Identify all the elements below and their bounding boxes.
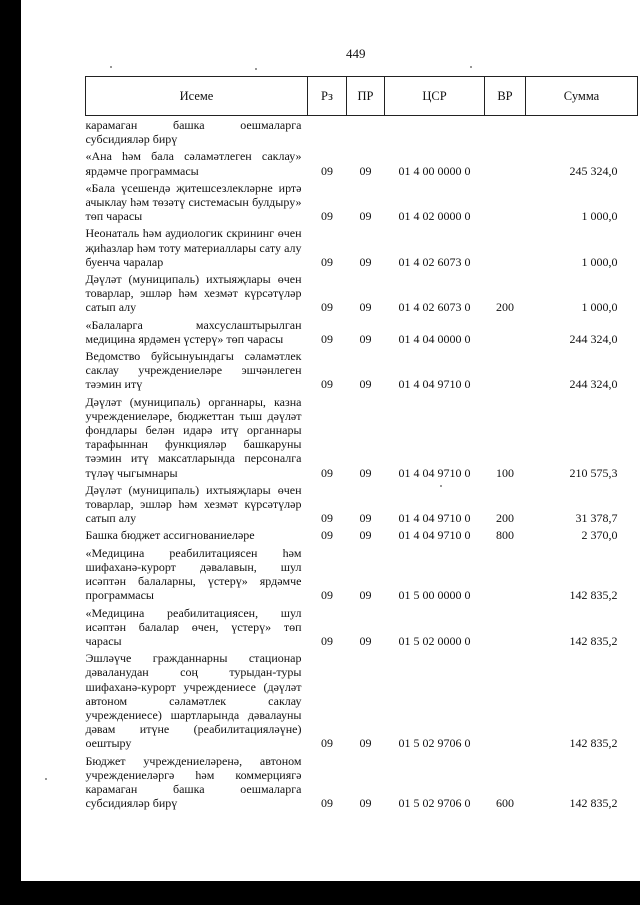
cell-pr: 09 [359,528,372,543]
cell-name: «Медицина реабилитациясен һәм шифаханә-курорт дәвалавын, шул исәптән балаларны, үстерү» ярдәмче программасы [85,545,302,603]
cell-pr: 09 [359,465,372,480]
cell-name: «Бала үсешендә җитешсезлекләрне иртә ачыклау һәм төзәтү системасын булдыру» төп чарасы [85,180,302,224]
table-row [86,543,638,603]
cell-vr: 200 [496,511,514,526]
cell-sum: 210 575,3 [569,465,618,480]
cell-pr: 09 [359,163,372,178]
table-row [86,146,638,177]
cell-vr: 800 [496,528,514,543]
cell-name: Дәүләт (муниципаль) ихтыяҗлары өчен товарлар, эшләр һәм хезмәт күрсәтүләр сатып алу [85,272,302,315]
cell-sum: 245 324,0 [569,163,618,178]
header-pr: ПР [347,77,385,116]
cell-sum: 1 000,0 [581,254,618,269]
cell-csr: 01 5 02 0000 0 [398,633,471,648]
cell-name: карамаган башка оешмаларга субсидияләр бирү [85,118,302,147]
table-row [86,269,638,315]
cell-csr: 01 4 00 0000 0 [398,163,471,178]
cell-sum: 1 000,0 [581,209,618,224]
table-row [86,648,638,750]
header-name: Исеме [86,77,308,116]
cell-vr [485,543,526,603]
cell-vr [485,116,526,147]
table-row [86,480,638,526]
cell-pr [347,116,385,147]
scan-left-edge [0,0,21,905]
cell-rz: 09 [321,528,333,543]
cell-sum [526,116,638,147]
table-row [86,346,638,392]
cell-pr: 09 [359,254,372,269]
cell-name: Неонаталь һәм аудиологик скрининг өчен җиһазлар һәм тоту материаллары сату алу буенча чаралар [85,226,302,269]
cell-name: Ведомство буйсынуындагы сәламәтлек саклау учреждениеләре эшчәнлеген тәэмин итү [85,349,302,392]
cell-rz: 09 [321,331,333,346]
cell-rz: 09 [321,300,333,315]
cell-pr: 09 [359,511,372,526]
cell-vr [485,223,526,269]
cell-pr: 09 [359,209,372,224]
cell-csr: 01 4 04 9710 0 [398,465,471,480]
scan-speck [470,66,472,68]
header-rz: Рз [308,77,347,116]
scan-speck [45,778,47,780]
cell-rz: 09 [321,209,333,224]
cell-csr: 01 4 02 6073 0 [398,300,471,315]
cell-sum: 142 835,2 [569,588,618,603]
cell-vr: 600 [496,796,514,811]
table-row [86,116,638,147]
table-row [86,178,638,224]
cell-rz [308,116,347,147]
cell-csr [385,116,485,147]
cell-rz: 09 [321,588,333,603]
table-row [86,392,638,480]
cell-vr [485,146,526,177]
cell-rz: 09 [321,465,333,480]
cell-sum: 31 378,7 [575,511,618,526]
cell-name: «Медицина реабилитациясен, шул исәптән балалар өчен, үстерү» төп чарасы [85,605,302,648]
cell-sum: 142 835,2 [569,796,618,811]
cell-sum: 2 370,0 [581,528,618,543]
cell-csr: 01 4 04 0000 0 [398,331,471,346]
cell-pr: 09 [359,588,372,603]
cell-csr: 01 5 02 9706 0 [398,736,471,751]
cell-vr [485,648,526,750]
cell-csr: 01 4 02 0000 0 [398,209,471,224]
cell-vr [485,315,526,346]
cell-sum: 142 835,2 [569,736,618,751]
cell-rz: 09 [321,736,333,751]
cell-vr [485,346,526,392]
cell-vr [485,178,526,224]
scan-speck [255,68,257,70]
cell-name: «Балаларга махсуслаштырылган медицина ярдәмен үстерү» төп чарасы [85,317,302,346]
cell-name: Башка бюджет ассигнованиеләре [85,528,255,543]
cell-rz: 09 [321,511,333,526]
cell-name: Эшләүче гражданнарны стационар дәваланудан соң турыдан-туры шифаханә-курорт учреждениесе (дәүләт автоном сәламәтлек саклау учреждениесе) шартларында дәвалауны дәвам итүне (реабилитацияләүне) оештыру [85,651,302,751]
page-number: 449 [346,46,366,61]
cell-vr: 200 [496,300,514,315]
cell-csr: 01 4 04 9710 0 [398,377,471,392]
cell-csr: 01 4 02 6073 0 [398,254,471,269]
cell-name: Дәүләт (муниципаль) ихтыяҗлары өчен товарлар, эшләр һәм хезмәт күрсәтүләр сатып алу [85,482,302,526]
cell-sum: 244 324,0 [569,331,618,346]
cell-vr: 100 [496,465,514,480]
cell-csr: 01 5 00 0000 0 [398,588,471,603]
cell-rz: 09 [321,796,333,811]
table-header-row [86,77,638,116]
cell-csr: 01 4 04 9710 0 [398,528,471,543]
cell-sum: 1 000,0 [581,300,618,315]
cell-name: Дәүләт (муниципаль) органнары, казна учреждениеләре, бюджеттан тыш дәүләт фондлары белән идарә итү органнары тарафыннан функцияләр башкаруны тәэмин итү максатларында персоналга түләү чыгымнары [85,394,302,480]
cell-pr: 09 [359,736,372,751]
cell-name: Бюджет учреждениеләренә, автоном учреждениеләргә һәм коммерциягә карамаган башка оешмаларга субсидияләр бирү [85,753,302,811]
cell-sum: 142 835,2 [569,633,618,648]
table-row [86,223,638,269]
cell-csr: 01 5 02 9706 0 [398,796,471,811]
cell-pr: 09 [359,796,372,811]
header-vr: ВР [485,77,526,116]
cell-name: «Ана һәм бала сәламәтлеген саклау» ярдәмче программасы [85,149,302,178]
cell-csr: 01 4 04 9710 0 [398,511,471,526]
scan-speck [440,485,442,487]
table-row [86,751,638,811]
cell-rz: 09 [321,633,333,648]
cell-sum: 244 324,0 [569,377,618,392]
cell-rz: 09 [321,377,333,392]
budget-table [85,76,638,810]
cell-rz: 09 [321,163,333,178]
cell-pr: 09 [359,300,372,315]
table-row [86,603,638,649]
table-row [86,525,638,542]
cell-rz: 09 [321,254,333,269]
scan-bottom-edge [0,881,640,905]
header-sum: Сумма [526,77,638,116]
header-csr: ЦСР [385,77,485,116]
table-row [86,315,638,346]
cell-vr [485,603,526,649]
cell-pr: 09 [359,633,372,648]
cell-pr: 09 [359,331,372,346]
cell-pr: 09 [359,377,372,392]
scan-speck [110,66,112,68]
